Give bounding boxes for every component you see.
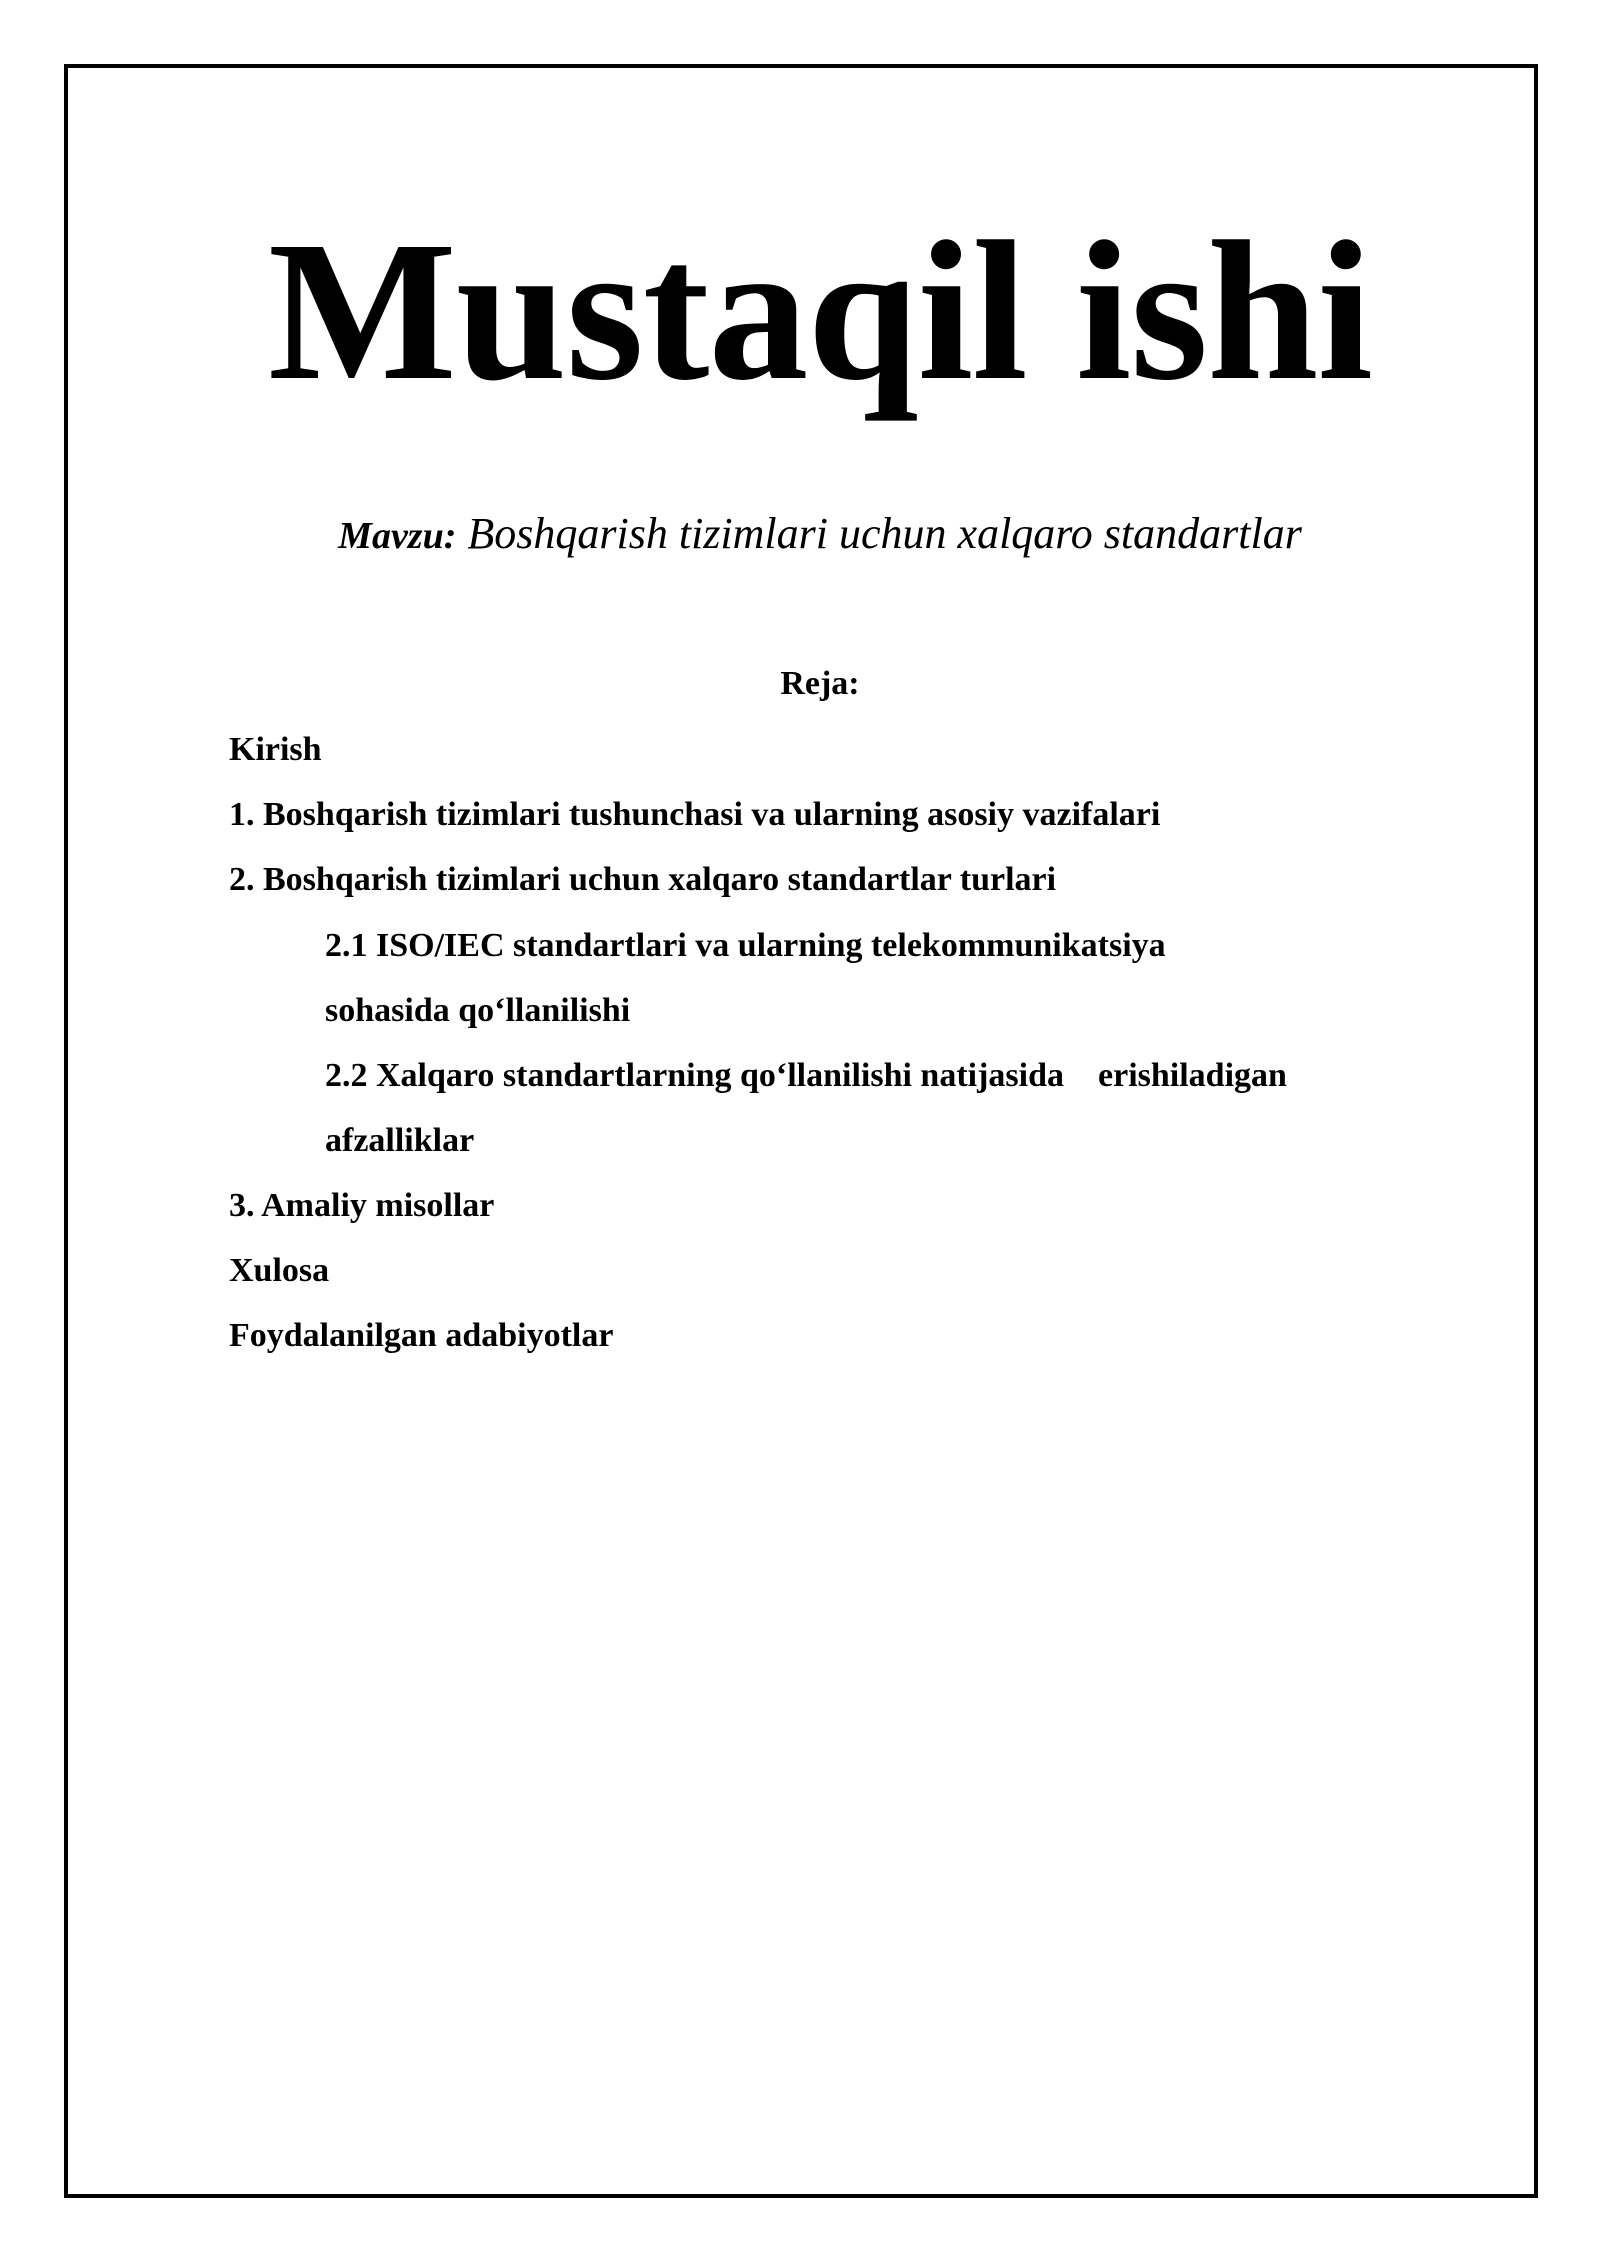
topic-prefix: Mavzu: [338, 515, 457, 557]
toc-item-section-3: 3. Amaliy misollar [229, 1187, 495, 1224]
toc-item-section-2-2: 2.2 Xalqaro standartlarning qo‘llanilishi natijasida erishiladigan [325, 1057, 1287, 1094]
toc-item-introduction: Kirish [229, 731, 322, 768]
plan-heading: Reja: [780, 665, 860, 702]
toc-item-section-2: 2. Boshqarish tizimlari uchun xalqaro standartlar turlari [229, 861, 1057, 898]
toc-item-section-2-1: 2.1 ISO/IEC standartlari va ularning telekommunikatsiya [325, 927, 1166, 964]
toc-item-section-2-2-cont: afzalliklar [325, 1122, 475, 1159]
toc-item-conclusion: Xulosa [229, 1252, 330, 1289]
document-title: Mustaqil ishi [268, 201, 1372, 422]
topic-line [0, 509, 1600, 558]
toc-item-section-2-1-cont: sohasida qo‘llanilishi [325, 992, 631, 1029]
toc-item-references: Foydalanilgan adabiyotlar [229, 1317, 614, 1354]
toc-item-section-1: 1. Boshqarish tizimlari tushunchasi va ularning asosiy vazifalari [229, 796, 1161, 833]
topic-text: Boshqarish tizimlari uchun xalqaro standartlar [467, 509, 1302, 558]
